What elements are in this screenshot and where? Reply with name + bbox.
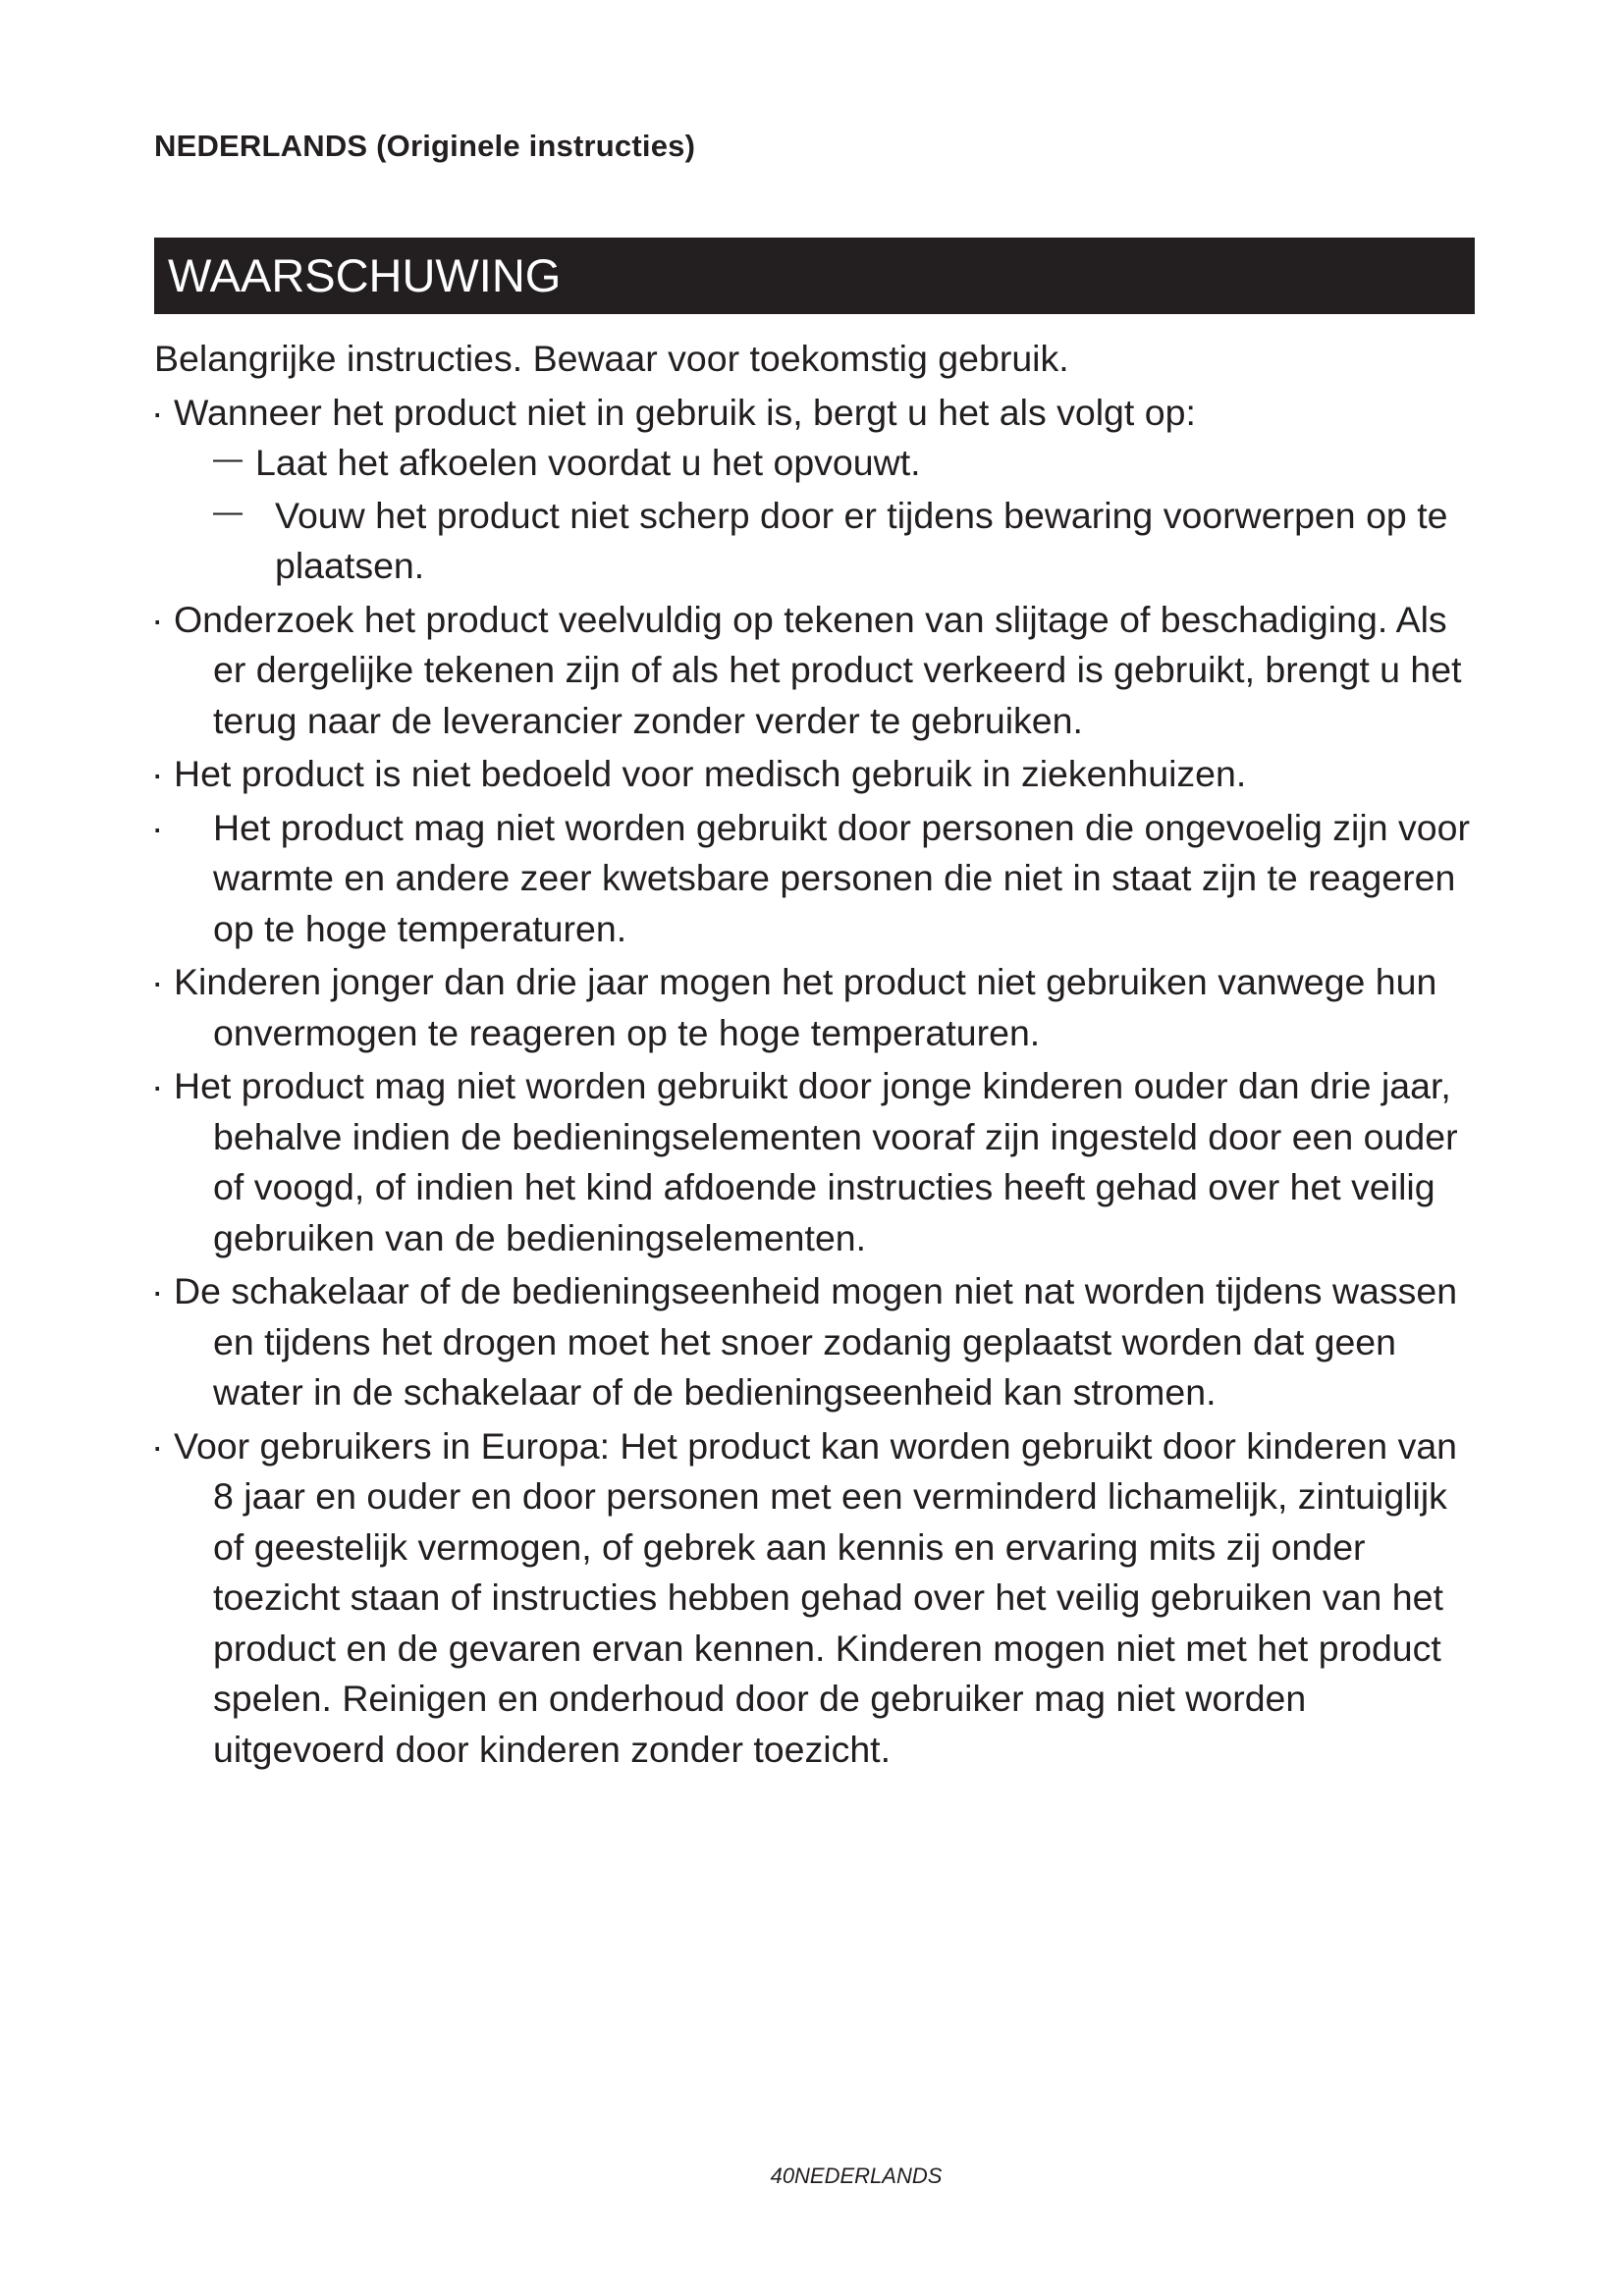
list-item	[151, 1266, 1480, 1418]
sub-list-item-text: Laat het afkoelen voordat u het opvouwt.	[255, 442, 921, 483]
dash-icon: —	[213, 443, 243, 475]
warning-banner	[154, 238, 1475, 314]
list-item	[151, 803, 1480, 955]
list-item-text: Het product mag niet worden gebruikt door jonge kinderen ouder dan drie jaar, behalve indien de bedieningselementen vooraf zijn ingesteld door een ouder of voogd, of indien het kind afdoende instructies heeft gehad over het veilig gebruiken van de bedieningselementen.	[174, 1065, 1458, 1258]
bullet-icon: ·	[151, 961, 164, 1002]
list-item-text: Kinderen jonger dan drie jaar mogen het product niet gebruiken vanwege hun onvermogen te reageren op te hoge temperaturen.	[174, 961, 1437, 1053]
list-item-text: Het product is niet bedoeld voor medisch gebruik in ziekenhuizen.	[174, 753, 1247, 794]
list-item	[151, 749, 1480, 800]
bullet-icon: ·	[151, 598, 164, 640]
bullet-icon: ·	[151, 391, 164, 433]
page-header: NEDERLANDS (Originele instructies)	[154, 129, 696, 163]
sub-list-item-text: Vouw het product niet scherp door er tijdens bewaring voorwerpen op te plaatsen.	[275, 494, 1448, 586]
list-item	[151, 1061, 1480, 1263]
list-item	[151, 388, 1480, 592]
list-item	[151, 957, 1480, 1058]
bullet-icon: ·	[151, 1424, 164, 1467]
list-item	[151, 595, 1480, 747]
list-item	[151, 1421, 1480, 1776]
warning-intro: Belangrijke instructies. Bewaar voor toekomstig gebruik.	[154, 338, 1069, 379]
bullet-icon: ·	[151, 1270, 164, 1311]
list-item-text: Voor gebruikers in Europa: Het product kan worden gebruikt door kinderen van 8 jaar en ouder en door personen met een verminderd lichamelijk, zintuiglijk of geestelijk vermogen, of gebrek aan kennis en ervaring mits zij onder toezicht staan of instructies hebben gehad over het veilig gebruiken van het product en de gevaren ervan kennen. Kinderen mogen niet met het product spelen. Reinigen en onderhoud door de gebruiker mag niet worden uitgevoerd door kinderen zonder toezicht.	[174, 1424, 1458, 1770]
list-item-text: Wanneer het product niet in gebruik is, bergt u het als volgt op:	[174, 391, 1196, 433]
bullet-icon: ·	[151, 806, 164, 848]
list-item-text: Onderzoek het product veelvuldig op tekenen van slijtage of beschadiging. Als er dergelijke tekenen zijn of als het product verkeerd is gebruikt, brengt u het terug naar de leverancier zonder verder te gebruiken.	[174, 598, 1462, 741]
warning-content	[151, 334, 1480, 1775]
bullet-icon: ·	[151, 1065, 164, 1106]
list-item-text: Het product mag niet worden gebruikt door personen die ongevoelig zijn voor warmte en andere zeer kwetsbare personen die niet in staat zijn te reageren op te hoge temperaturen.	[213, 806, 1470, 949]
sub-list-item	[154, 438, 1480, 489]
bullet-icon: ·	[151, 753, 164, 794]
warning-title: WAARSCHUWING	[168, 249, 562, 301]
list-item-text: De schakelaar of de bedieningseenheid mogen niet nat worden tijdens wassen en tijdens het drogen moet het snoer zodanig geplaatst worden dat geen water in de schakelaar of de bedieningseenheid kan stromen.	[174, 1270, 1458, 1413]
dash-icon: —	[213, 495, 243, 528]
page-footer: 40NEDERLANDS	[770, 2163, 943, 2188]
sub-list-item	[154, 491, 1480, 592]
